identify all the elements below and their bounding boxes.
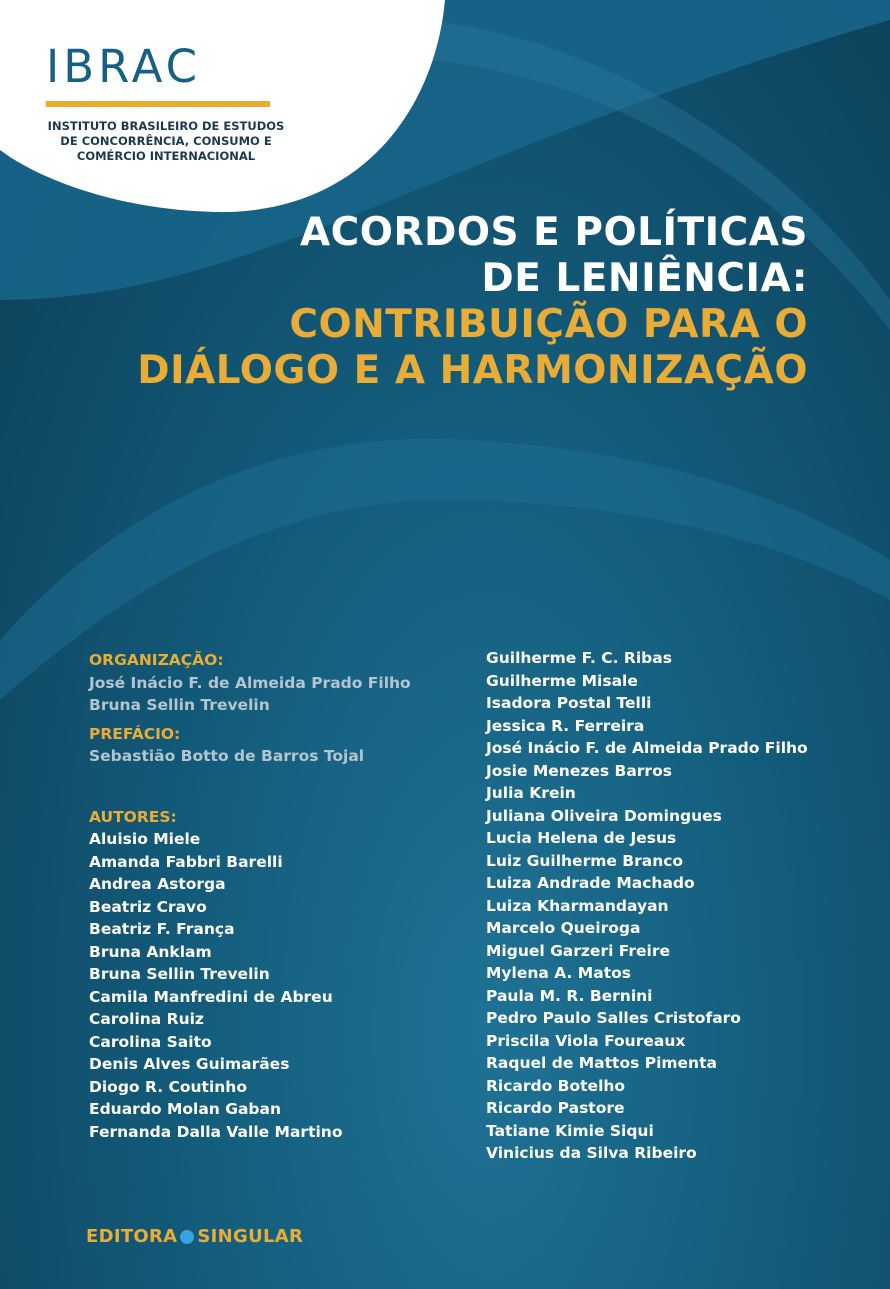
ibrac-logo xyxy=(46,40,285,164)
author-name: Marcelo Queiroga xyxy=(486,919,641,937)
author-name: Juliana Oliveira Domingues xyxy=(486,806,722,825)
author-name: Eduardo Molan Gaban xyxy=(89,1100,282,1118)
author-name: Aluisio Miele xyxy=(89,830,201,848)
logo-name: IBRAC xyxy=(46,40,201,93)
author-name: Bruna Sellin Trevelin xyxy=(89,965,270,983)
logo-subtitle-line: INSTITUTO BRASILEIRO DE ESTUDOS xyxy=(47,119,285,133)
author-name: Josie Menezes Barros xyxy=(486,761,672,780)
publisher-dot-icon xyxy=(180,1230,194,1244)
author-name: Beatriz F. França xyxy=(89,920,235,938)
title-line: DE LENIÊNCIA: xyxy=(481,256,808,301)
author-name: Lucia Helena de Jesus xyxy=(486,829,677,847)
author-name: Isadora Postal Telli xyxy=(486,694,652,712)
author-name: Miguel Garzeri Freire xyxy=(486,941,671,960)
author-name: Tatiane Kimie Siqui xyxy=(486,1121,654,1140)
subtitle-line: DIÁLOGO E A HARMONIZAÇÃO xyxy=(137,348,808,393)
organizer-name: Bruna Sellin Trevelin xyxy=(89,696,270,714)
author-name: Pedro Paulo Salles Cristofaro xyxy=(486,1009,741,1027)
author-name: Julia Krein xyxy=(486,784,576,802)
logo-subtitle-line: COMÉRCIO INTERNACIONAL xyxy=(76,149,256,163)
logo-underline xyxy=(46,101,270,107)
logo-subtitle-line: DE CONCORRÊNCIA, CONSUMO E xyxy=(60,134,272,148)
author-name: Carolina Saito xyxy=(89,1032,212,1051)
organizer-name: José Inácio F. de Almeida Prado Filho xyxy=(89,673,411,692)
author-name: José Inácio F. de Almeida Prado Filho xyxy=(486,739,808,757)
publisher-name-part1: EDITORA xyxy=(86,1226,178,1247)
book-title xyxy=(137,210,808,394)
author-name: Luiz Guilherme Branco xyxy=(486,851,684,870)
publisher-name-part2: SINGULAR xyxy=(197,1226,304,1247)
author-name: Paula M. R. Bernini xyxy=(486,986,653,1005)
credits-right-column xyxy=(486,647,808,1165)
preface-label: PREFÁCIO: xyxy=(89,724,181,743)
title-line: ACORDOS E POLÍTICAS xyxy=(299,210,808,255)
author-name: Luiza Kharmandayan xyxy=(486,896,669,915)
author-name: Fernanda Dalla Valle Martino xyxy=(89,1122,343,1141)
preface-author: Sebastião Botto de Barros Tojal xyxy=(89,747,365,765)
author-name: Diogo R. Coutinho xyxy=(89,1077,247,1096)
logo-subtitle xyxy=(46,119,286,164)
subtitle-line: CONTRIBUIÇÃO PARA O xyxy=(289,302,808,347)
author-name: Luiza Andrade Machado xyxy=(486,874,695,892)
author-name: Denis Alves Guimarães xyxy=(89,1055,290,1073)
author-name: Raquel de Mattos Pimenta xyxy=(486,1054,717,1072)
author-name: Ricardo Pastore xyxy=(486,1099,625,1117)
author-name: Vinicius da Silva Ribeiro xyxy=(486,1144,697,1162)
organization-label: ORGANIZAÇÃO: xyxy=(89,651,224,669)
author-name: Priscila Viola Foureaux xyxy=(486,1031,686,1050)
author-name: Bruna Anklam xyxy=(89,942,212,961)
author-name: Camila Manfredini de Abreu xyxy=(89,987,333,1006)
credits-left-column xyxy=(89,649,411,1143)
author-name: Guilherme F. C. Ribas xyxy=(486,649,672,667)
author-name: Amanda Fabbri Barelli xyxy=(89,852,283,871)
author-name: Andrea Astorga xyxy=(89,875,226,893)
author-name: Mylena A. Matos xyxy=(486,964,631,982)
author-name: Guilherme Misale xyxy=(486,671,638,690)
author-name: Beatriz Cravo xyxy=(89,897,207,916)
authors-label: AUTORES: xyxy=(89,807,177,826)
author-name: Carolina Ruiz xyxy=(89,1010,204,1028)
author-name: Jessica R. Ferreira xyxy=(486,716,645,735)
publisher-logo xyxy=(86,1226,303,1247)
author-name: Ricardo Botelho xyxy=(486,1076,626,1095)
